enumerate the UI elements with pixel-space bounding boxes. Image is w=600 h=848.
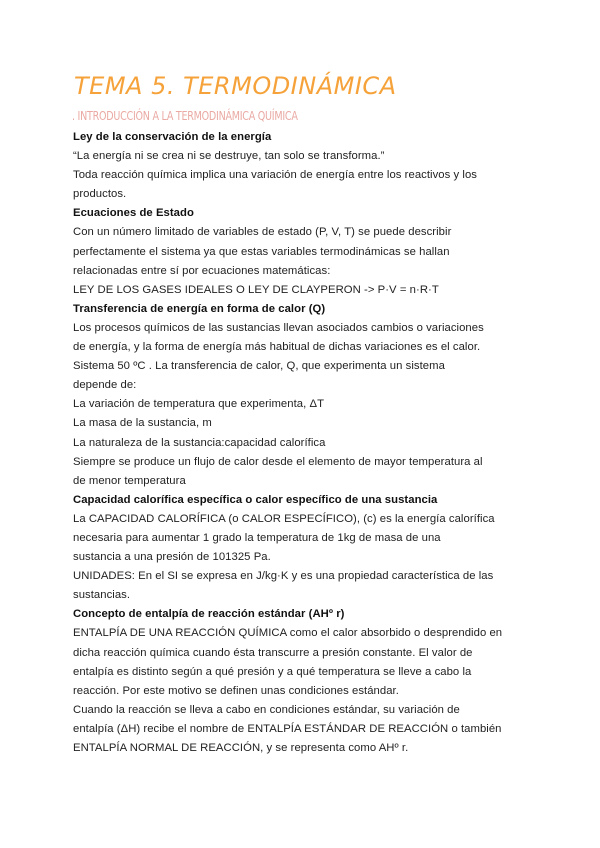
- paragraph-line: Sistema 50 ºC . La transferencia de calor, Q, que experimenta un sistema: [73, 360, 445, 373]
- paragraph-line: necesaria para aumentar 1 grado la temperatura de 1kg de masa de una: [73, 531, 441, 544]
- paragraph-line: La masa de la sustancia, m: [73, 417, 212, 430]
- section-subtitle: . INTRODUCCIÓN A LA TERMODINÁMICA QUÍMICA: [72, 108, 298, 123]
- paragraph-line: reacción. Por este motivo se definen unas condiciones estándar.: [73, 684, 399, 697]
- paragraph-line: depende de:: [73, 379, 137, 392]
- paragraph-line: “La energía ni se crea ni se destruye, tan solo se transforma.”: [73, 150, 385, 163]
- paragraph-line: La CAPACIDAD CALORÍFICA (o CALOR ESPECÍFICO), (c) es la energía calorífica: [73, 512, 495, 525]
- paragraph-line: ENTALPÍA NORMAL DE REACCIÓN, y se representa como AHº r.: [73, 742, 409, 754]
- section-heading: Ecuaciones de Estado: [73, 207, 194, 220]
- paragraph-line: LEY DE LOS GASES IDEALES O LEY DE CLAYPERON -> P·V = n·R·T: [73, 283, 439, 296]
- paragraph-line: Cuando la reacción se lleva a cabo en condiciones estándar, su variación de: [73, 703, 460, 716]
- paragraph-line: de menor temperatura: [73, 474, 186, 487]
- document-body: [73, 128, 543, 758]
- paragraph-line: ENTALPÍA DE UNA REACCIÓN QUÍMICA como el calor absorbido o desprendido en: [73, 627, 503, 640]
- paragraph-line: Siempre se produce un flujo de calor desde el elemento de mayor temperatura al: [73, 455, 483, 468]
- paragraph-line: entalpía es distinto según a qué presión y a qué temperatura se lleve a cabo la: [73, 665, 472, 678]
- paragraph-line: productos.: [73, 188, 127, 201]
- document-title: TEMA 5. TERMODINÁMICA: [74, 72, 397, 100]
- paragraph-line: sustancias.: [73, 589, 131, 602]
- paragraph-line: sustancia a una presión de 101325 Pa.: [73, 551, 271, 564]
- paragraph-line: Los procesos químicos de las sustancias llevan asociados cambios o variaciones: [73, 321, 484, 334]
- paragraph-line: perfectamente el sistema ya que estas variables termodinámicas se hallan: [73, 245, 450, 258]
- paragraph-line: La variación de temperatura que experimenta, ΔT: [73, 398, 325, 411]
- paragraph-line: Con un número limitado de variables de estado (P, V, T) se puede describir: [73, 226, 452, 239]
- section-heading: Transferencia de energía en forma de calor (Q): [73, 302, 326, 315]
- paragraph-line: dicha reacción química cuando ésta transcurre a presión constante. El valor de: [73, 646, 473, 659]
- section-heading: Capacidad calorífica específica o calor específico de una sustancia: [73, 493, 438, 506]
- section-heading: Ley de la conservación de la energía: [73, 131, 272, 143]
- paragraph-line: UNIDADES: En el SI se expresa en J/kg·K y es una propiedad característica de las: [73, 570, 494, 583]
- paragraph-line: de energía, y la forma de energía más habitual de dichas variaciones es el calor.: [73, 341, 481, 354]
- paragraph-line: Toda reacción química implica una variación de energía entre los reactivos y los: [73, 169, 477, 182]
- paragraph-line: entalpía (ΔH) recibe el nombre de ENTALPÍA ESTÁNDAR DE REACCIÓN o también: [73, 722, 502, 735]
- paragraph-line: La naturaleza de la sustancia:capacidad calorífica: [73, 436, 326, 449]
- paragraph-line: relacionadas entre sí por ecuaciones matemáticas:: [73, 264, 331, 277]
- section-heading: Concepto de entalpía de reacción estándar (AHº r): [73, 608, 345, 621]
